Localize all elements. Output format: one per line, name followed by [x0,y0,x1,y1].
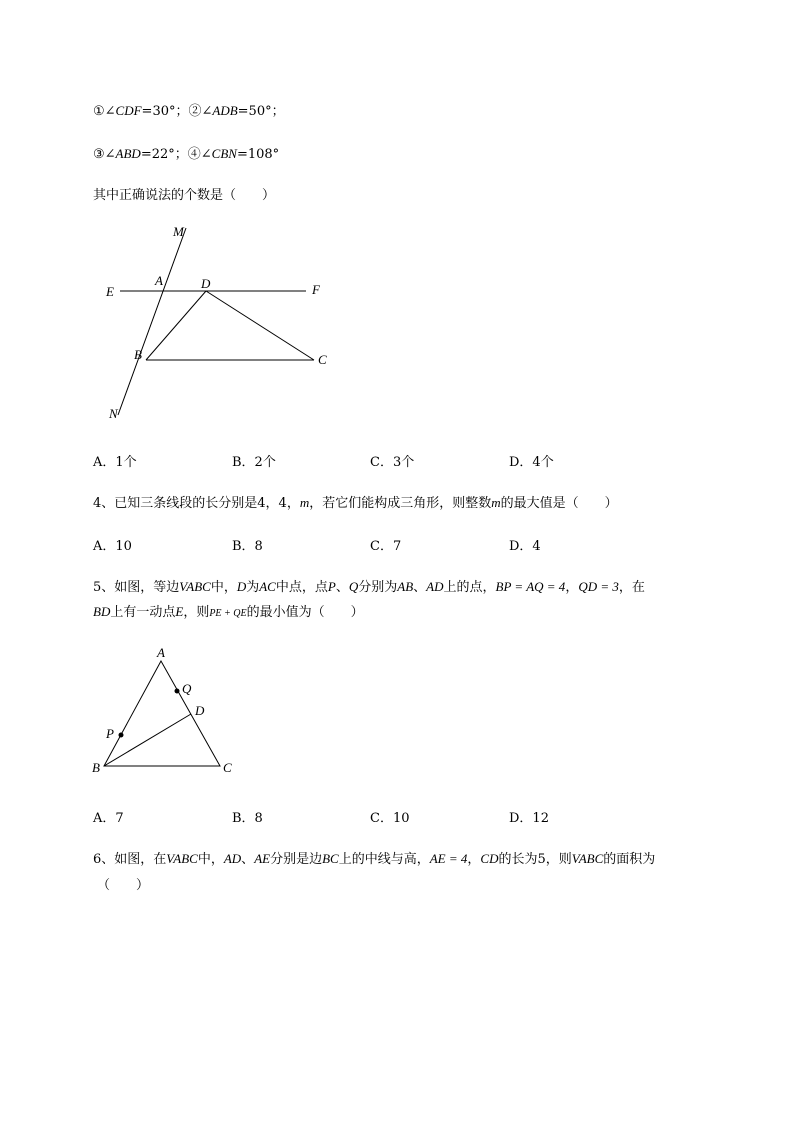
q6-text-5: 上的中线与高， [338,852,430,867]
var-m-2: m [491,495,501,510]
statement-3-4 [93,143,279,162]
label-q: Q [182,681,192,696]
q5-text-1: 5、如图，等边 [93,580,180,595]
equation-qd: QD = 3 [578,579,619,594]
q5-option-b[interactable]: B．8 [232,811,263,826]
segment-bd [146,291,206,360]
q4-option-b[interactable]: B．8 [232,539,263,554]
label-p: P [106,726,114,741]
point-d: D [236,579,247,594]
label-n: N [109,406,118,421]
q5-text-13: 的最小值为（ ） [246,605,364,620]
segment-ad: AD [223,851,242,866]
q5-figure [88,642,248,782]
label-a: A [157,645,165,660]
point-p: P [327,579,336,594]
line-mn [118,228,186,415]
q5-text-12: ，则 [183,605,210,620]
q5-text-6: 分别为 [358,580,398,595]
q4-option-a[interactable]: A．10 [93,539,132,554]
q5-text-2: 中， [210,580,237,595]
segment-dc [206,291,314,360]
triangle-abc-2: VABC [571,851,604,866]
segment-ad: AD [426,579,444,594]
q6-question-line-2: （ ） [97,878,150,893]
q4-text-3: 的最大值是（ ） [500,496,618,511]
point-q-dot [175,689,180,694]
point-e: E [175,604,184,619]
q5-text-8: 上的点， [443,580,496,595]
q4-option-d[interactable]: D．4 [509,539,541,554]
statement-3-prefix: ③∠ [93,147,116,162]
statement-3-value: =22°；④∠ [140,147,212,162]
label-c: C [223,760,232,775]
segment-ae: AE [254,851,271,866]
q6-text-7: 的长为5，则 [498,852,572,867]
segment-ab: AB [397,579,414,594]
label-f: F [312,282,320,297]
statement-2-value: =50°； [237,104,285,119]
angle-adb: ADB [212,103,238,118]
q3-option-d[interactable]: D．4个 [509,455,554,470]
q3-option-a[interactable]: A．1个 [93,455,137,470]
label-e: E [106,284,114,299]
segment-bd [104,714,191,766]
equation-bp-aq: BP = AQ = 4 [495,579,566,594]
q4-text-2: ，若它们能构成三角形，则整数 [309,496,492,511]
label-m: M [173,224,184,239]
q5-text-10: ，在 [618,580,645,595]
var-m: m [299,495,310,510]
triangle-abc: VABC [179,579,211,594]
q6-text-8: 的面积为 [603,852,656,867]
q5-question-line-2 [93,601,364,620]
q6-text-1: 6、如图，在 [93,852,167,867]
segment-cd: CD [480,851,499,866]
q3-figure [100,218,340,428]
label-c: C [318,352,327,367]
q6-text-4: 分别是边 [270,852,323,867]
q5-option-d[interactable]: D．12 [509,811,549,826]
label-b: B [134,347,142,362]
q5-text-7: 、 [413,580,427,595]
statement-1-2 [93,100,285,119]
q3-option-c[interactable]: C．3个 [370,455,415,470]
q5-option-c[interactable]: C．10 [370,811,410,826]
statement-1-prefix: ①∠ [93,104,116,119]
q5-text-5: 、 [335,580,349,595]
q5-text-4: 中点，点 [275,580,328,595]
q5-text-9: ， [565,580,579,595]
statement-1-value: =30°；②∠ [141,104,213,119]
q6-question-line-1 [93,848,655,867]
label-d: D [201,276,211,291]
q3-question: 其中正确说法的个数是（ ） [93,188,276,203]
segment-ac: AC [259,579,276,594]
statement-4-value: =108° [236,147,280,162]
q5-text-3: 为 [246,580,260,595]
point-q: Q [348,579,359,594]
angle-cbn: CBN [211,146,237,161]
q5-option-a[interactable]: A．7 [93,811,124,826]
q5-question-line-1 [93,576,645,595]
equation-ae: AE = 4 [429,851,468,866]
q6-text-2: 中， [197,852,224,867]
q5-text-11: 上有一动点 [110,605,176,620]
triangle-abc: VABC [166,851,198,866]
q4-text-1: 4、已知三条线段的长分别是4，4， [93,496,300,511]
q3-option-b[interactable]: B．2个 [232,455,276,470]
angle-cdf: CDF [115,103,142,118]
expression-pe-qe: PE + QE [209,608,247,619]
q4-question [93,492,618,511]
label-a: A [155,273,163,288]
q4-option-c[interactable]: C．7 [370,539,402,554]
segment-bc: BC [322,851,339,866]
angle-abd: ABD [115,146,141,161]
point-p-dot [119,733,124,738]
q6-text-6: ， [467,852,481,867]
segment-bd: BD [93,604,111,619]
label-d: D [195,703,205,718]
label-b: B [92,760,100,775]
q6-text-3: 、 [241,852,255,867]
